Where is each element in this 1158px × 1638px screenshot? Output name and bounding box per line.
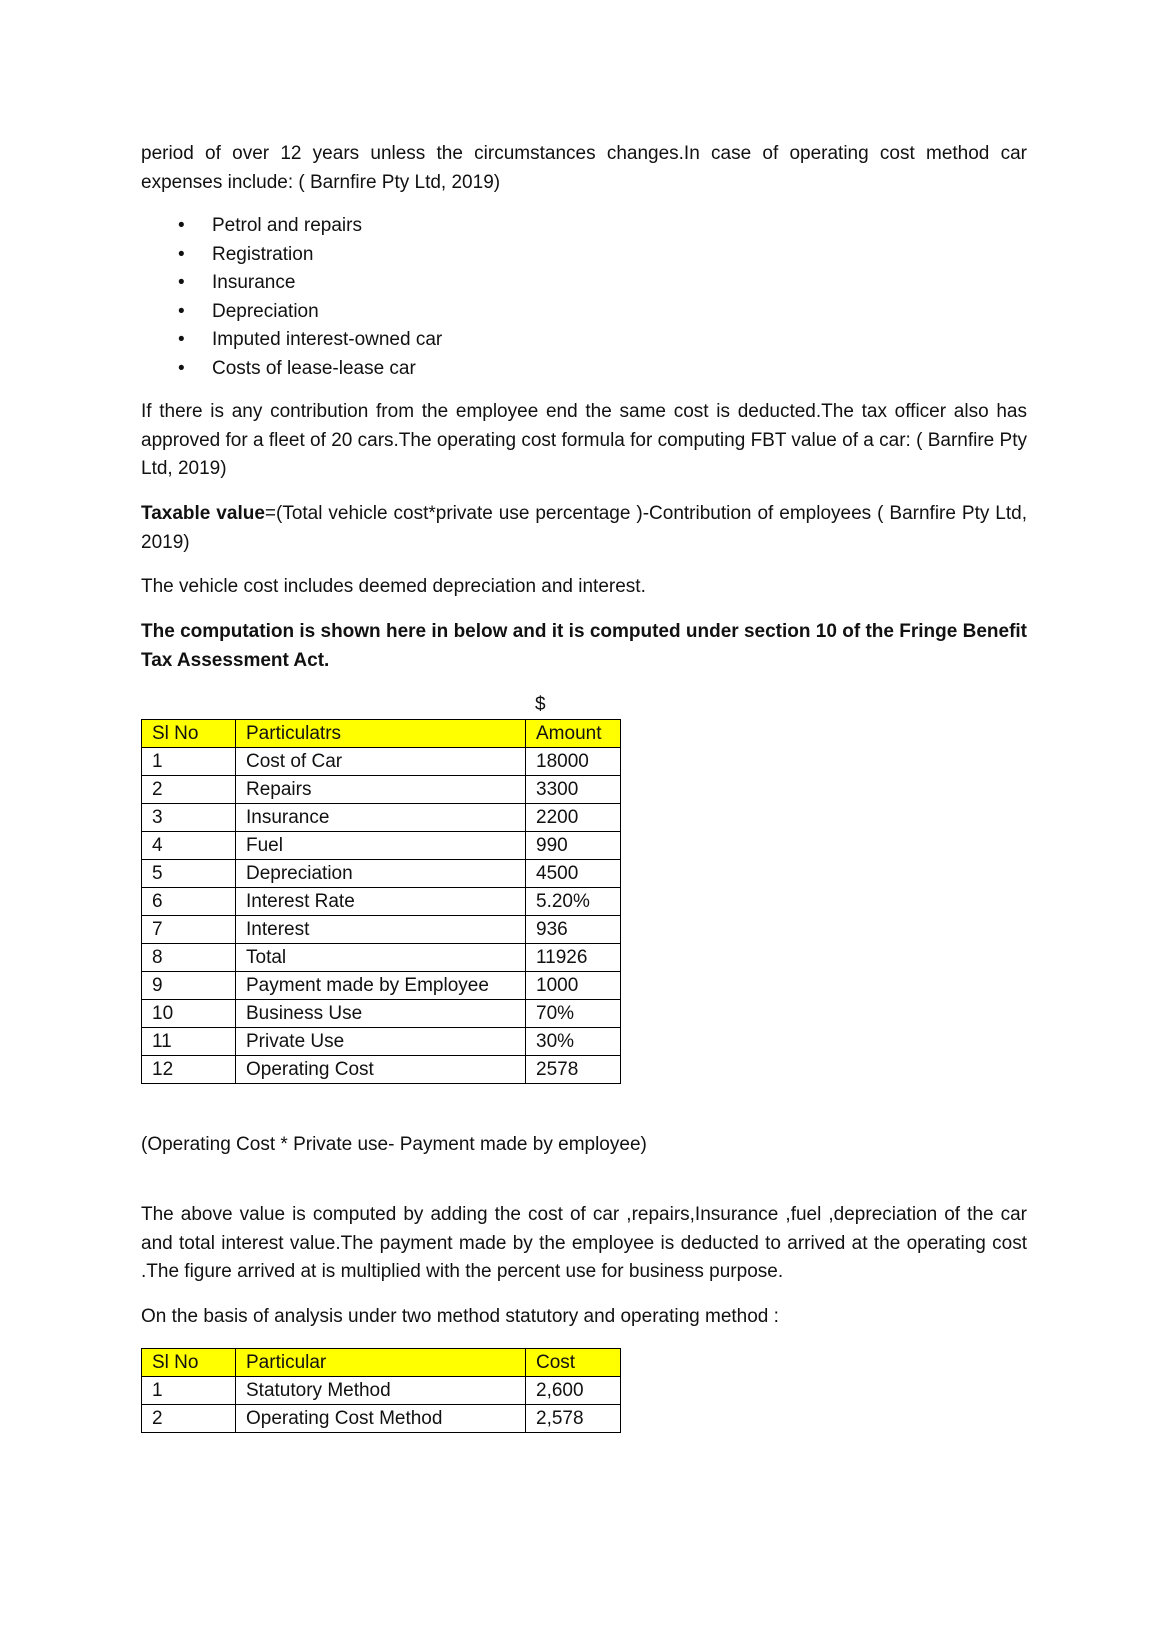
table-row: 9 Payment made by Employee 1000	[142, 972, 621, 1000]
table-row: 7 Interest 936	[142, 916, 621, 944]
table-row: 3 Insurance 2200	[142, 804, 621, 832]
bullet-icon: •	[178, 243, 185, 265]
table-row: 1 Cost of Car 18000	[142, 748, 621, 776]
comparison-table	[141, 1348, 621, 1433]
bullet-icon: •	[178, 215, 185, 236]
bullet-icon: •	[178, 272, 185, 293]
formula-paragraph	[141, 500, 1027, 557]
bullet-icon: •	[178, 357, 185, 379]
header-particular: Particular	[236, 1349, 526, 1377]
list-item: • Costs of lease-lease car	[141, 355, 1027, 384]
intro-paragraph: period of over 12 years unless the circumstances changes.In case of operating cost method car expenses include: ( Barnfire Pty Ltd, 2019)	[141, 143, 1027, 193]
analysis-intro: On the basis of analysis under two method statutory and operating method :	[141, 1306, 779, 1327]
list-item: • Petrol and repairs	[141, 212, 1027, 241]
table-row: 2 Repairs 3300	[142, 776, 621, 804]
formula-label: Taxable value	[141, 503, 265, 524]
table-header-row	[142, 1349, 621, 1377]
vehicle-cost-note: The vehicle cost includes deemed depreciation and interest.	[141, 576, 646, 597]
contribution-paragraph: If there is any contribution from the employee end the same cost is deducted.The tax officer also has approved for a fleet of 20 cars.The operating cost formula for computing FBT value of a car: ( Barnfire Pty Ltd, 2019)	[141, 401, 1027, 479]
header-amount: Amount	[526, 720, 621, 748]
bullet-icon: •	[178, 329, 185, 350]
currency-label: $	[535, 694, 546, 715]
header-particulars: Particulatrs	[236, 720, 526, 748]
table-row: 11 Private Use 30%	[142, 1028, 621, 1056]
table-row: 5 Depreciation 4500	[142, 860, 621, 888]
table-row: 6 Interest Rate 5.20%	[142, 888, 621, 916]
list-item: • Depreciation	[141, 298, 1027, 327]
list-item: • Registration	[141, 241, 1027, 270]
header-sl-no: Sl No	[142, 720, 236, 748]
list-item: • Imputed interest-owned car	[141, 326, 1027, 355]
table-row: 12 Operating Cost 2578	[142, 1056, 621, 1084]
computation-heading: The computation is shown here in below and it is computed under section 10 of the Fringe Benefit Tax Assessment Act.	[141, 621, 1027, 671]
formula-text: =(Total vehicle cost*private use percentage )-Contribution of employees ( Barnfire Pty Ltd, 2019)	[141, 503, 1027, 553]
table-row: 1 Statutory Method 2,600	[142, 1377, 621, 1405]
header-sl-no: Sl No	[142, 1349, 236, 1377]
table-row: 10 Business Use 70%	[142, 1000, 621, 1028]
table-row: 4 Fuel 990	[142, 832, 621, 860]
table-header-row	[142, 720, 621, 748]
bullet-icon: •	[178, 300, 185, 322]
explanation-paragraph: The above value is computed by adding the cost of car ,repairs,Insurance ,fuel ,depreciation of the car and total interest value.The payment made by the employee is deducted to arrived at the operating cost .The figure arrived at is multiplied with the percent use for business purpose.	[141, 1204, 1027, 1282]
expense-list	[141, 212, 1027, 383]
list-item: • Insurance	[141, 269, 1027, 298]
table-row: 2 Operating Cost Method 2,578	[142, 1405, 621, 1433]
formula-note: (Operating Cost * Private use- Payment made by employee)	[141, 1134, 647, 1155]
computation-table	[141, 719, 621, 1084]
header-cost: Cost	[526, 1349, 621, 1377]
table-row: 8 Total 11926	[142, 944, 621, 972]
